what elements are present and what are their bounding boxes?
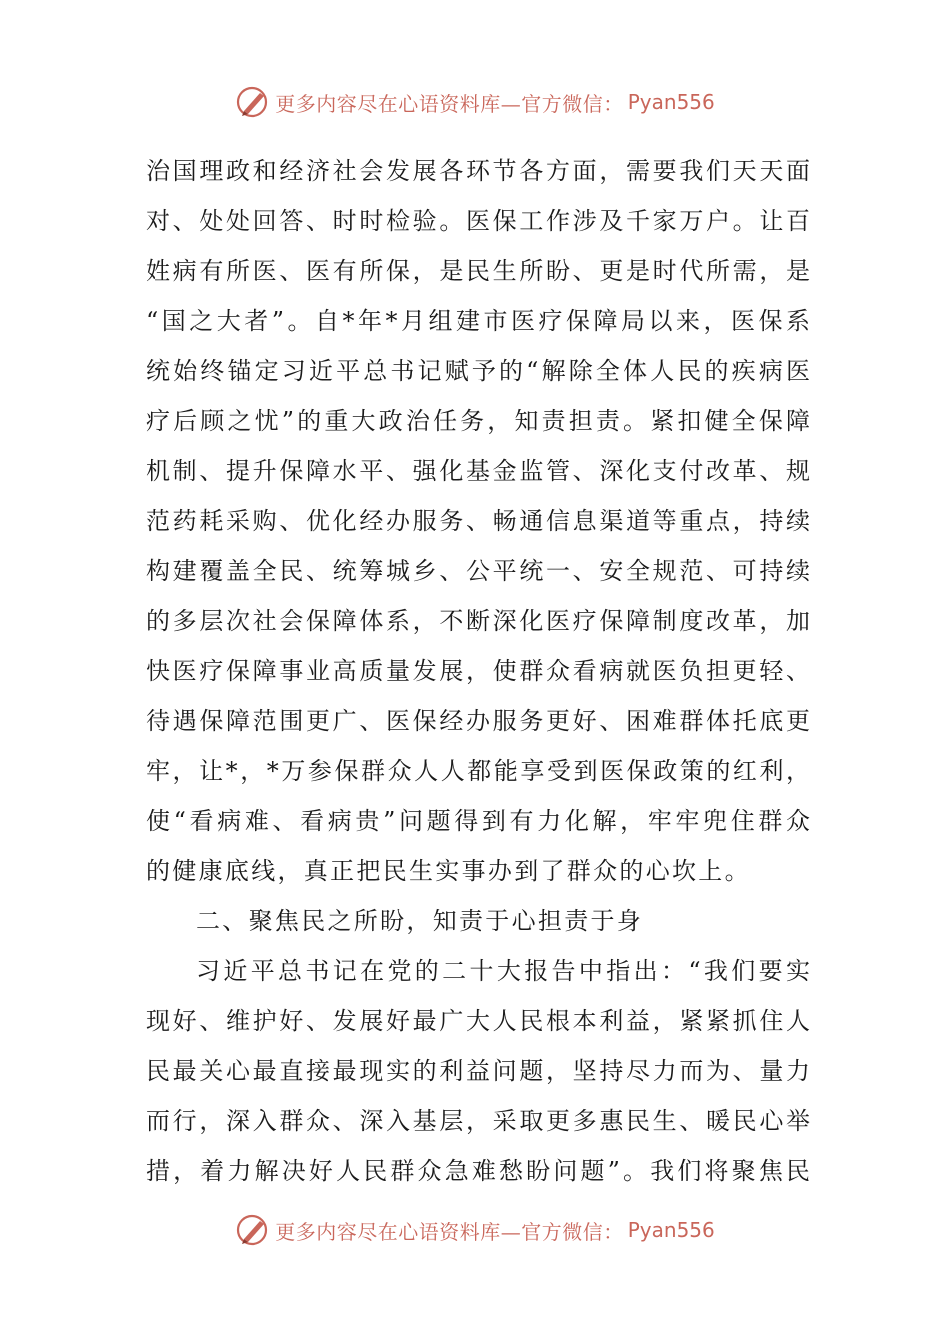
pen-logo-icon [235,84,271,120]
document-body [146,146,810,1196]
pen-logo-icon [235,1212,271,1248]
watermark-handle: Pyan556 [627,90,715,114]
watermark-text: 更多内容尽在心语资料库—官方微信： [275,91,624,116]
section-heading: 二、聚焦民之所盼，知责于心担责于身 [196,907,644,935]
text-line: 待遇保障范围更广、医保经办服务更好、困难群体托底更 [146,707,810,735]
text-line: 范药耗采购、优化经办服务、畅通信息渠道等重点，持续 [146,507,810,535]
watermark-handle: Pyan556 [627,1218,715,1242]
text-line: 习近平总书记在党的二十大报告中指出：“我们要实 [196,957,810,985]
text-line: 措，着力解决好人民群众急难愁盼问题”。我们将聚焦民 [146,1157,810,1185]
text-line: 统始终锚定习近平总书记赋予的“解除全体人民的疾病医 [146,357,810,385]
text-line: 对、处处回答、时时检验。医保工作涉及千家万户。让百 [146,207,810,235]
text-line: 快医疗保障事业高质量发展，使群众看病就医负担更轻、 [146,657,810,685]
watermark-text: 更多内容尽在心语资料库—官方微信： [275,1219,624,1244]
text-line: 构建覆盖全民、统筹城乡、公平统一、安全规范、可持续 [146,557,810,585]
text-line: 治国理政和经济社会发展各环节各方面，需要我们天天面 [146,157,810,185]
text-line: 而行，深入群众、深入基层，采取更多惠民生、暖民心举 [146,1107,810,1135]
watermark-banner-bottom [0,1210,950,1250]
text-line: 现好、维护好、发展好最广大人民根本利益，紧紧抓住人 [146,1007,810,1035]
watermark-banner-top [0,82,950,122]
text-line: 的健康底线，真正把民生实事办到了群众的心坎上。 [146,857,751,885]
text-line: 疗后顾之忧”的重大政治任务，知责担责。紧扣健全保障 [146,407,810,435]
text-line: 牢，让*，*万参保群众人人都能享受到医保政策的红利， [146,757,810,785]
text-line: “国之大者”。自*年*月组建市医疗保障局以来，医保系 [146,307,810,335]
text-line: 使“看病难、看病贵”问题得到有力化解，牢牢兜住群众 [146,807,810,835]
text-line: 的多层次社会保障体系，不断深化医疗保障制度改革，加 [146,607,810,635]
text-line: 机制、提升保障水平、强化基金监管、深化支付改革、规 [146,457,810,485]
text-line: 姓病有所医、医有所保，是民生所盼、更是时代所需，是 [146,257,810,285]
text-line: 民最关心最直接最现实的利益问题，坚持尽力而为、量力 [146,1057,810,1085]
